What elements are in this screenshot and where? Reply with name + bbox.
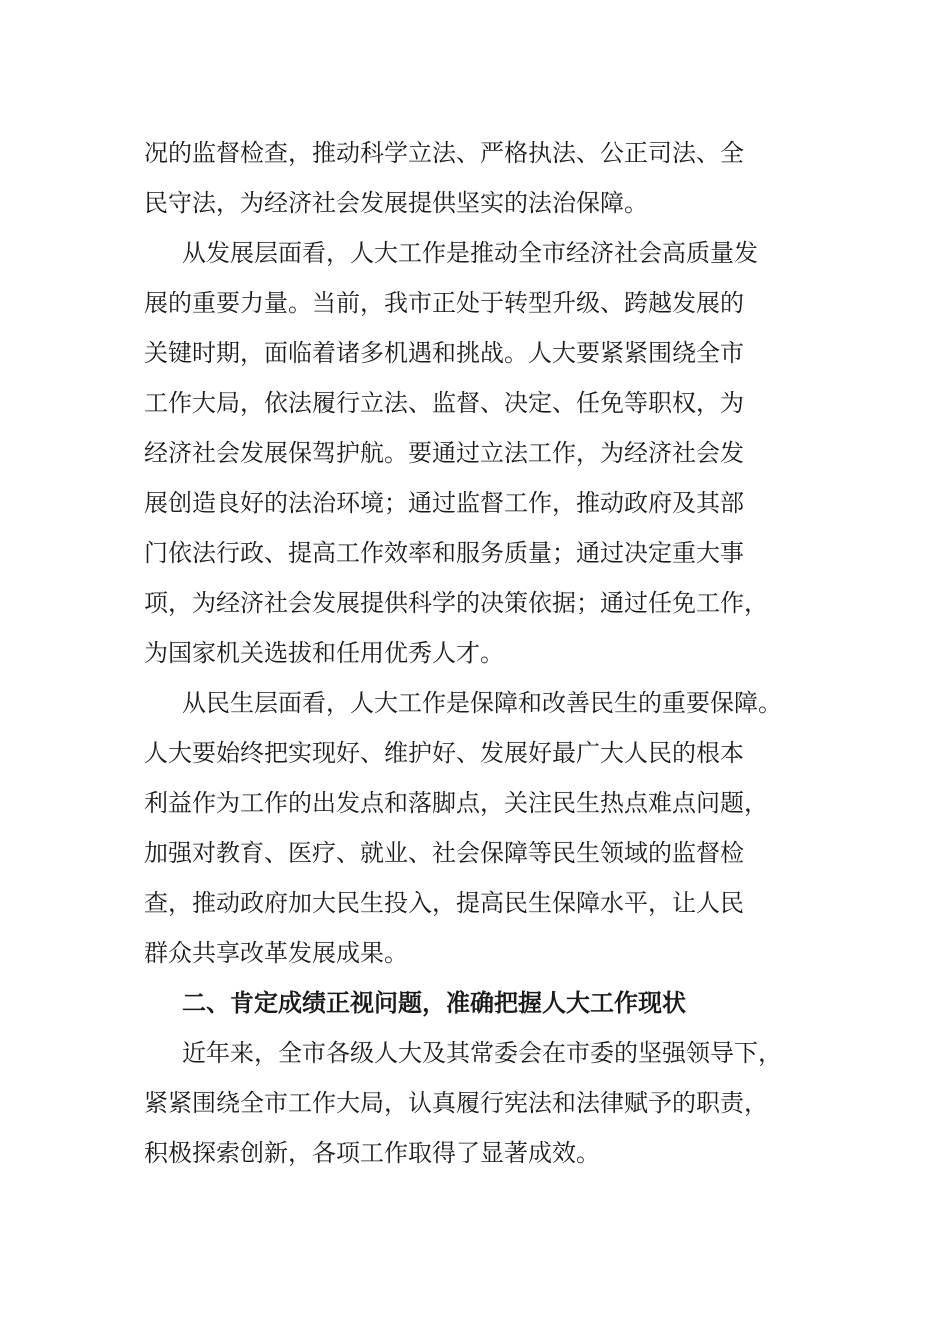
text-line: 项，为经济社会发展提供科学的决策依据；通过任免工作， (144, 589, 768, 617)
text-line: 况的监督检查，推动科学立法、严格执法、公正司法、全 (144, 139, 744, 167)
text-line: 紧紧围绕全市工作大局，认真履行宪法和法律赋予的职责， (144, 1089, 768, 1117)
paragraph-first-line: 从民生层面看，人大工作是保障和改善民生的重要保障。 (182, 689, 782, 717)
text-line: 利益作为工作的出发点和落脚点，关注民生热点难点问题， (144, 789, 768, 817)
paragraph-first-line: 从发展层面看，人大工作是推动全市经济社会高质量发 (182, 239, 758, 267)
text-line: 群众共享改革发展成果。 (144, 939, 408, 967)
text-line: 为国家机关选拔和任用优秀人才。 (144, 639, 504, 667)
text-line: 工作大局，依法履行立法、监督、决定、任免等职权，为 (144, 389, 744, 417)
text-line: 积极探索创新，各项工作取得了显著成效。 (144, 1139, 600, 1167)
paragraph-first-line: 近年来，全市各级人大及其常委会在市委的坚强领导下， (182, 1039, 782, 1067)
text-line: 展创造良好的法治环境；通过监督工作，推动政府及其部 (144, 489, 744, 517)
text-line: 门依法行政、提高工作效率和服务质量；通过决定重大事 (144, 539, 744, 567)
text-line: 人大要始终把实现好、维护好、发展好最广大人民的根本 (144, 739, 744, 767)
text-line: 查，推动政府加大民生投入，提高民生保障水平，让人民 (144, 889, 744, 917)
text-line: 关键时期，面临着诸多机遇和挑战。人大要紧紧围绕全市 (144, 339, 744, 367)
document-body (144, 128, 834, 1178)
text-line: 加强对教育、医疗、就业、社会保障等民生领域的监督检 (144, 839, 744, 867)
text-line: 民守法，为经济社会发展提供坚实的法治保障。 (144, 189, 648, 217)
section-heading: 二、肯定成绩正视问题，准确把握人大工作现状 (182, 989, 686, 1017)
text-line: 展的重要力量。当前，我市正处于转型升级、跨越发展的 (144, 289, 744, 317)
text-line: 经济社会发展保驾护航。要通过立法工作，为经济社会发 (144, 439, 744, 467)
